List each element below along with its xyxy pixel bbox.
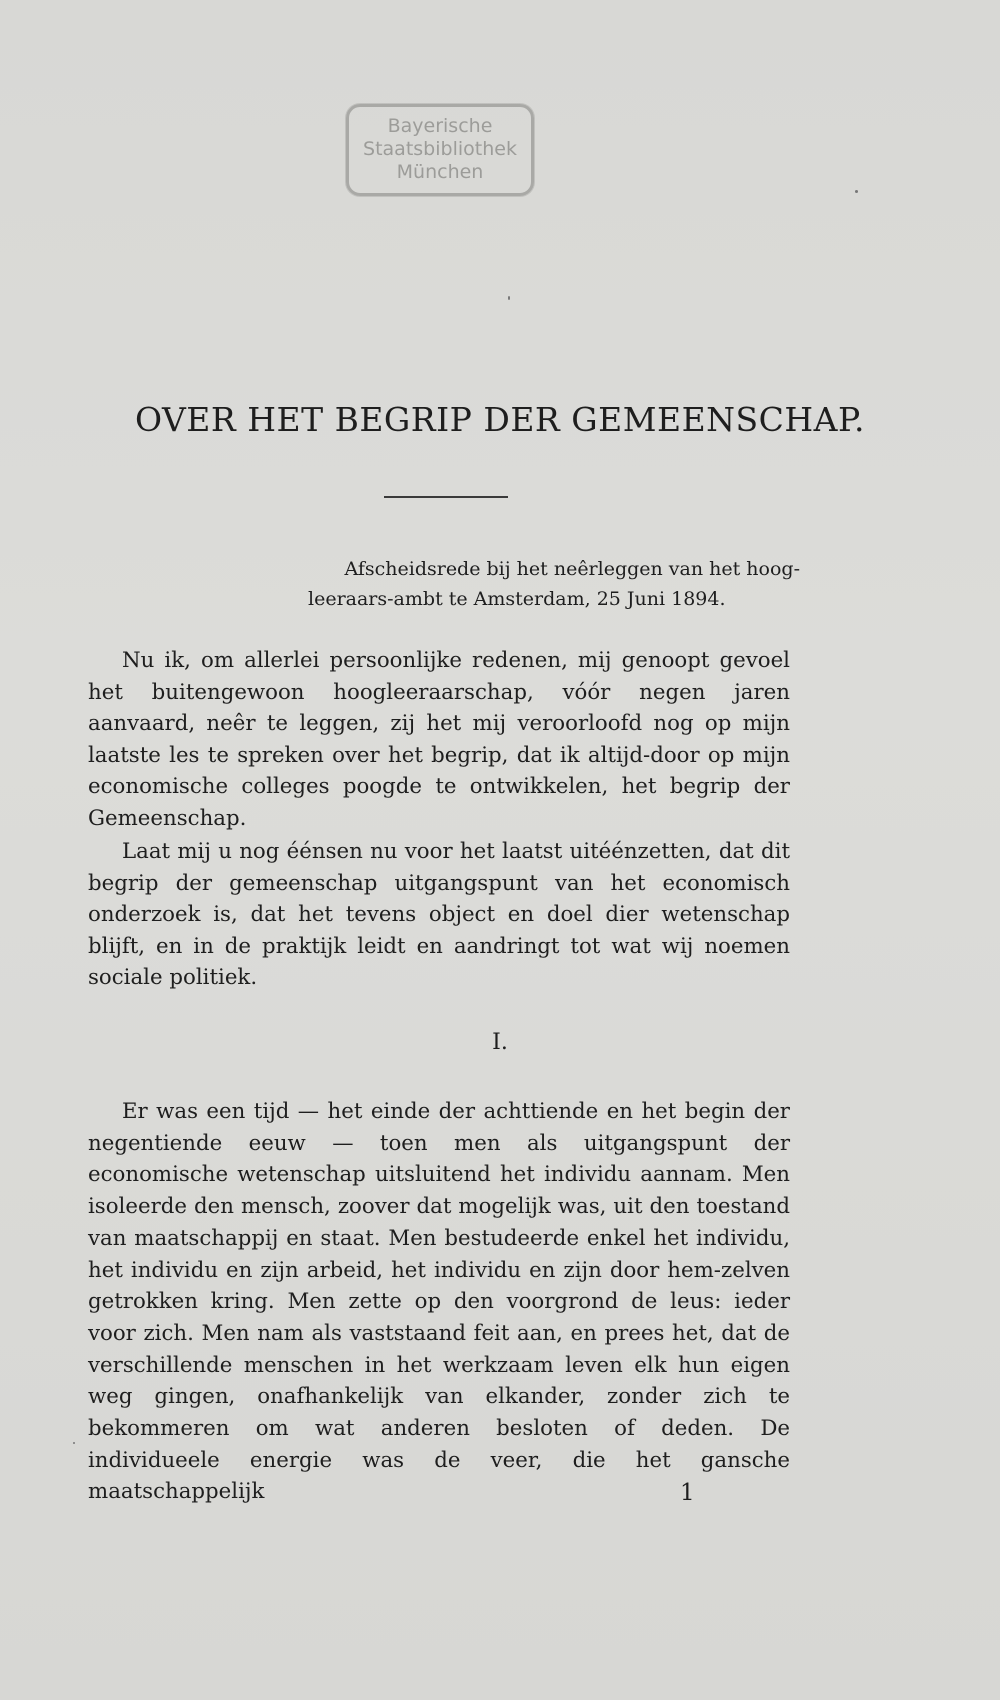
paper-speck: [508, 296, 510, 300]
subtitle-line-2: leeraars-ambt te Amsterdam, 25 Juni 1894.: [308, 588, 726, 610]
section-paragraph-block: [88, 1096, 790, 1508]
paper-speck: [73, 1442, 75, 1444]
intro-paragraph-1: Nu ik, om allerlei persoonlijke redenen, mij genoopt gevoel het buitengewoon hoogleeraarschap, vóór negen jaren aanvaard, neêr te leggen, zij het mij veroorloofd nog op mijn laatste les te spreken over het begrip, dat ik altijd-door op mijn economische colleges poogde te ontwikkelen, het begrip der Gemeenschap.: [88, 648, 790, 831]
intro-paragraph-1-block: [88, 645, 790, 835]
intro-paragraph-2-block: [88, 836, 790, 994]
stamp-line-3: München: [396, 161, 484, 183]
subtitle: [300, 554, 800, 614]
title-divider: [384, 496, 508, 498]
intro-paragraph-2: Laat mij u nog éénsen nu voor het laatst uitéénzetten, dat dit begrip der gemeenschap uitgangspunt van het economisch onderzoek is, dat het tevens object en doel dier wetenschap blijft, en in de praktijk leidt en aandringt tot wat wij noemen sociale politiek.: [88, 839, 790, 991]
library-stamp: [346, 104, 534, 196]
section-paragraph: Er was een tijd — het einde der achttiende en het begin der negentiende eeuw — toen men als uitgangspunt der economische wetenschap uitsluitend het individu aannam. Men isoleerde den mensch, zoover dat mogelijk was, uit den toestand van maatschappij en staat. Men bestudeerde enkel het individu, het individu en zijn arbeid, het individu en zijn door hem-zelven getrokken kring. Men zette op den voorgrond de leus: ieder voor zich. Men nam als vaststaand feit aan, en prees het, dat de verschillende menschen in het werkzaam leven elk hun eigen weg gingen, onafhankelijk van elkander, zonder zich te bekommeren om wat anderen besloten of deden. De individueele energie was de veer, die het gansche maatschappelijk: [88, 1099, 790, 1505]
page-number: 1: [680, 1480, 695, 1506]
stamp-line-2: Staatsbibliothek: [363, 138, 517, 160]
stamp-line-1: Bayerische: [387, 115, 493, 137]
page-title: OVER HET BEGRIP DER GEMEENSCHAP.: [134, 400, 866, 439]
subtitle-line-1: Afscheidsrede bij het neêrleggen van het hoog-: [344, 558, 800, 580]
paper-speck: [855, 190, 858, 193]
section-number: I.: [492, 1030, 508, 1055]
